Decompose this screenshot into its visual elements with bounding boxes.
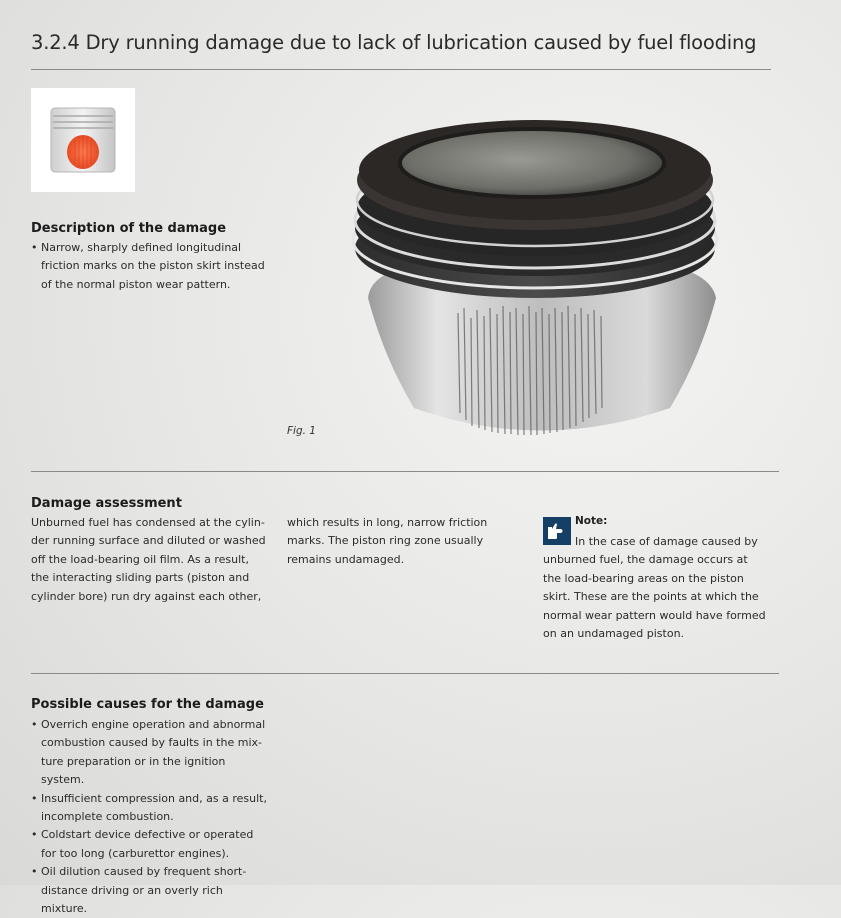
page-title: 3.2.4 Dry running damage due to lack of lubrication caused by fuel flooding bbox=[31, 31, 757, 54]
title-divider bbox=[31, 69, 771, 70]
list-item: • Coldstart device defective or operated for too long (carburettor engines). bbox=[31, 826, 269, 863]
piston-icon bbox=[31, 88, 135, 192]
list-item: • Narrow, sharply defined longitudinal friction marks on the piston skirt instead of the normal piston wear pattern. bbox=[31, 239, 271, 294]
figure-caption: Fig. 1 bbox=[287, 425, 316, 437]
list-item: • Insufficient compression and, as a result, incomplete combustion. bbox=[31, 790, 269, 827]
causes-list bbox=[31, 716, 269, 918]
damaged-piston-photo bbox=[340, 108, 740, 453]
section-divider bbox=[31, 673, 779, 674]
note-label: Note: bbox=[575, 515, 608, 527]
assessment-text-col-2: which results in long, narrow friction marks. The piston ring zone usually remains undamaged. bbox=[287, 516, 488, 566]
assessment-heading: Damage assessment bbox=[31, 496, 182, 511]
note-text: In the case of damage caused by unburned fuel, the damage occurs at the load-bearing areas on the piston skirt. These are the points at which the normal wear pattern would have formed on an undamaged piston. bbox=[543, 535, 766, 641]
list-item: • Overrich engine operation and abnormal combustion caused by faults in the mix-ture preparation or in the ignition system. bbox=[31, 716, 269, 790]
description-list bbox=[31, 239, 271, 294]
piston-damage-thumbnail bbox=[31, 88, 135, 192]
section-divider bbox=[31, 471, 779, 472]
list-item: • Oil dilution caused by frequent short-distance driving or an overly rich mixture. bbox=[31, 863, 269, 918]
assessment-text-col-1: Unburned fuel has condensed at the cylin-der running surface and diluted or washed off the load-bearing oil film. As a result, the interacting sliding parts (piston and cylinder bore) run dry against each other, bbox=[31, 516, 266, 603]
description-heading: Description of the damage bbox=[31, 221, 227, 236]
causes-heading: Possible causes for the damage bbox=[31, 697, 264, 712]
